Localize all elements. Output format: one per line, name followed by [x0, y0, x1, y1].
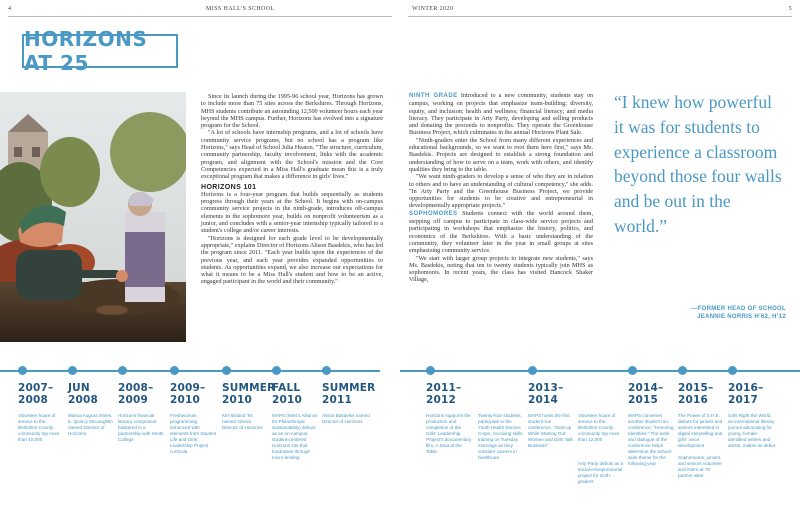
- timeline-year: 2013– 2014: [528, 382, 564, 406]
- timeline-dot: [678, 366, 687, 375]
- gardening-photo: [0, 92, 186, 342]
- header-rule-right: [408, 16, 792, 17]
- timeline-year: 2014– 2015: [628, 382, 664, 406]
- timeline-description: The Power of S.H.E. debuts for juniors and seniors interested in digital storytelling and girls' voice development: [678, 413, 723, 448]
- timeline-year: 2007– 2008: [18, 382, 54, 406]
- sophomores-label: SOPHOMORES: [409, 210, 458, 217]
- article-paragraph: "We want ninth-graders to develop a sense of who they are in relation to others and to have an understanding of cultural competency," she adds. "In Arty Party and the Greenhouse Business Project, we provide opportunities for students to be creative and entrepreneurial in developmentally appropriate projects.": [409, 173, 593, 210]
- quote-attribution-line-2: JEANNIE NORRIS H’62, H’12: [697, 314, 786, 320]
- timeline-description: Sophomores, juniors, and seniors volunteer and intern at 78 partner sites: [678, 455, 722, 478]
- timeline-description: Horizons financial literacy component bolstered in a partnership with Smith College: [118, 413, 164, 442]
- ninth-grade-text: Introduced to a new community, students stay on campus, working on projects that emphasize team-building; diversity, equity, and inclusion; health and wellness; financial literacy; and media literacy. They participate in Arty Party, developing and selling products and donating the proceeds to nonprofits. They operate the Greenhouse Business Project, which culminates in the annual Horizons Plant Sale.: [409, 92, 594, 137]
- ninth-grade-label: NINTH GRADE: [409, 93, 458, 99]
- timeline-dot: [426, 366, 435, 375]
- timeline-description: MAPS convenes another student run-conference, "Honoring Identities." The work and dialogue of the conference helps determine the school-wide theme for the following year: [628, 413, 674, 466]
- article-paragraph: "A lot of schools have internship programs, and a lot of schools have community service programs, but no school has a program like Horizons," says Head of School Julia Heaton. "The structure, curriculum, community partnership, faculty involvement, links with the academic program, and alignment with the School's mission and the Core Competencies expected in a Miss Hall's graduate mean this is a truly exceptional program that makes a difference in girls' lives.": [201, 129, 383, 181]
- timeline-description: Alison Basdekis named Director of Horizons: [322, 413, 370, 424]
- header-issue: WINTER 2020: [412, 6, 454, 12]
- timeline-dot: [170, 366, 179, 375]
- timeline-dot: [728, 366, 737, 375]
- article-title-box: [22, 27, 178, 75]
- timeline-year: 2011– 2012: [426, 382, 462, 406]
- timeline-year: 2016– 2017: [728, 382, 764, 406]
- pull-quote: “I knew how powerful it was for students to experience a classroom beyond those four walls and be out in the world.”: [614, 92, 782, 236]
- article-title: HORIZONS AT 25: [24, 27, 148, 75]
- timeline-description: Arty Party debuts as a social-entrepreneurial project for ninth-graders: [578, 461, 624, 484]
- page-number-right: 5: [788, 6, 792, 12]
- timeline-description: Volunteer hours of service to the Berkshire County community top more than 10,000: [18, 413, 60, 442]
- timeline-description: Twenty-four students participate in the Youth Health Service Corps, receiving skills training on Tuesday mornings as they consider careers in healthcare: [478, 413, 523, 460]
- quote-attribution: [640, 305, 786, 321]
- quote-attribution-line-1: —FORMER HEAD OF SCHOOL: [691, 306, 786, 312]
- timeline-dot: [118, 366, 127, 375]
- timeline-year: JUN 2008: [68, 382, 99, 406]
- timeline-description: Freshwoman programming enhanced with elements from Student Life and Girls' Leadership Project curricula: [170, 413, 217, 454]
- article-paragraph: "We start with larger group projects to integrate new students," says Ms. Basdekis, noting that ten to twenty students typically join MHS as sophomores. In recent years, the class has visited Hancock Shaker Village,: [409, 254, 593, 284]
- timeline-description: Girls Right the World, an international literary journal advocating for young, female-identified writers and artists, makes its debut: [728, 413, 775, 448]
- timeline-description: MAPS hosts the first student-run conference, "Start-up While Starting Out: Women and Girls Talk Business": [528, 413, 573, 448]
- timeline-line-right: [400, 370, 800, 372]
- timeline-year: 2015– 2016: [678, 382, 714, 406]
- timeline-dot: [68, 366, 77, 375]
- timeline-dot: [628, 366, 637, 375]
- article-paragraph: Since its launch during the 1995-96 school year, Horizons has grown to include more than 75 sites across the Berkshires. Through Horizons, MHS students contribute an astounding 12,500 volunteer hours each year beyond the MHS campus. Further, Horizons has evolved into a signature program for the School.: [201, 93, 383, 130]
- timeline-year: SUMMER 2010: [222, 382, 276, 406]
- timeline-dot: [322, 366, 331, 375]
- timeline-description: Marcia August retires. E. Quincy McLaughlin named Director of Horizons: [68, 413, 113, 436]
- article-paragraph: Horizons is a four-year program that builds sequentially as students progress through their years at the School. It begins with on-campus community service projects in the ninth-grade, introduces off-campus elements in the sophomore year, builds on nonprofit volunteerism as a junior, and concludes with a senior-year internship typically tailored to a student's college and/or career interests.: [201, 190, 383, 235]
- article-paragraph: "Ninth-graders enter the School from many different experiences and educational backgrounds, so we want to root them here first," says Ms. Basdekis. Projects are designed to establish a strong foundation and understanding of how to serve on a team, work with others, and identify qualities they bring to the table.: [409, 136, 593, 173]
- timeline-dot: [528, 366, 537, 375]
- header-rule-left: [8, 16, 392, 17]
- header-school-name: MISS HALL'S SCHOOL: [206, 6, 275, 12]
- article-paragraph: "Horizons is designed for each grade level to be developmentally appropriate," explains Director of Horizons Alison Basdekis, who has led the program since 2011. "Each year builds upon the experiences of the previous year, and each year provides expanded opportunities to students. As opportunities expand, we also increase our expectations for what it means to be a Miss Hall's student and how to be an active, engaged participant in the world and their community.": [201, 234, 383, 286]
- section-heading-horizons-101: HORIZONS 101: [201, 183, 257, 191]
- sophomores-text: Students connect with the world around them, stepping off campus to participate in class-wide service projects and participating in workshops that emphasize the history, politics, and economics of the Berkshires. With a basic understanding of the community, they volunteer later in the year in small groups at sites emphasizing community service.: [409, 209, 594, 255]
- timeline-year: 2008– 2009: [118, 382, 154, 406]
- article-column-2: [409, 92, 593, 284]
- timeline-dot: [222, 366, 231, 375]
- timeline-dot: [18, 366, 27, 375]
- timeline-year: 2009– 2010: [170, 382, 206, 406]
- article-paragraph-sophomores: [409, 210, 593, 255]
- timeline-dot: [272, 366, 281, 375]
- timeline-description: Volunteer hours of service to the Berkshire County community top more than 12,000: [578, 413, 620, 442]
- timeline-description: Horizons supports the production and completion of the Girls' Leadership Project's documentary film, A Seat at the Table: [426, 413, 472, 454]
- timeline-description: MAPS (Miss's Alliance for Philanthropic Sustainability) debuts as an on-campus, student-centered Horizons site that fundraises through micro-lending: [272, 413, 318, 460]
- timeline-description: Kim Boland '94 named Interim Director of Horizons: [222, 413, 263, 430]
- timeline-year: FALL 2010: [272, 382, 303, 406]
- timeline-year: SUMMER 2011: [322, 382, 376, 406]
- article-paragraph-ninth-grade: [409, 92, 593, 137]
- page-number-left: 4: [8, 6, 12, 12]
- article-column-1: [201, 93, 383, 286]
